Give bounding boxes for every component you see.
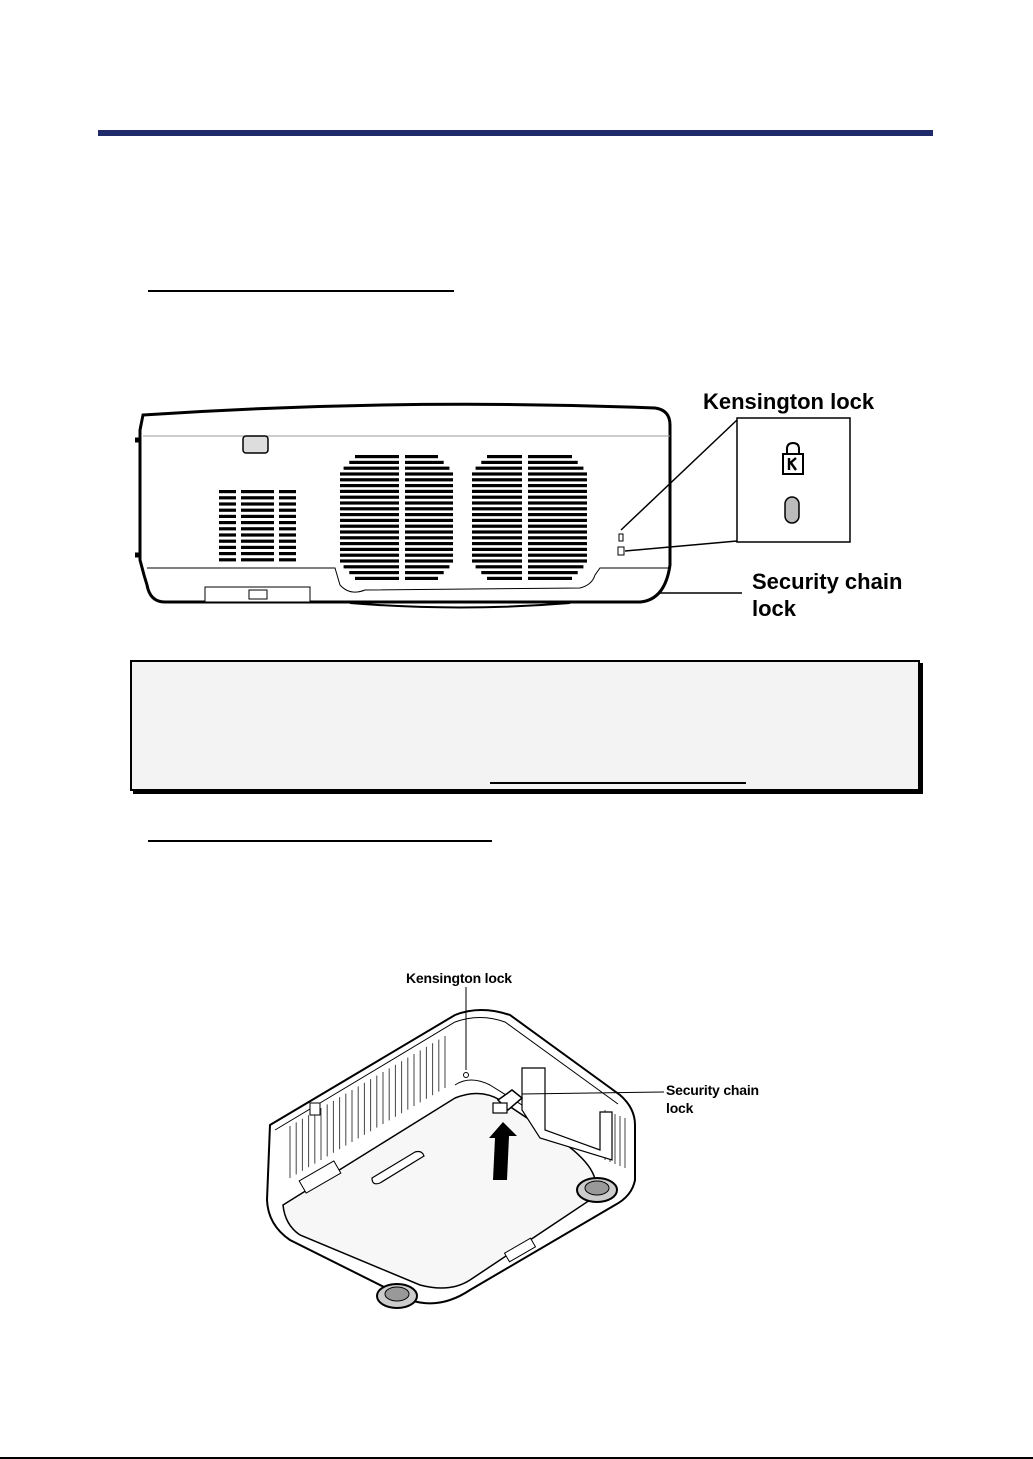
security-chain-lock-label-2-line2: lock (666, 1100, 694, 1116)
security-chain-lock-label-line2: lock (752, 596, 797, 621)
security-chain-lock-label-2-line1: Security chain (666, 1082, 759, 1098)
kensington-lock-label-2: Kensington lock (406, 970, 512, 986)
kensington-lock-label: Kensington lock (703, 389, 875, 414)
security-chain-lock-label-line1: Security chain (752, 569, 903, 594)
